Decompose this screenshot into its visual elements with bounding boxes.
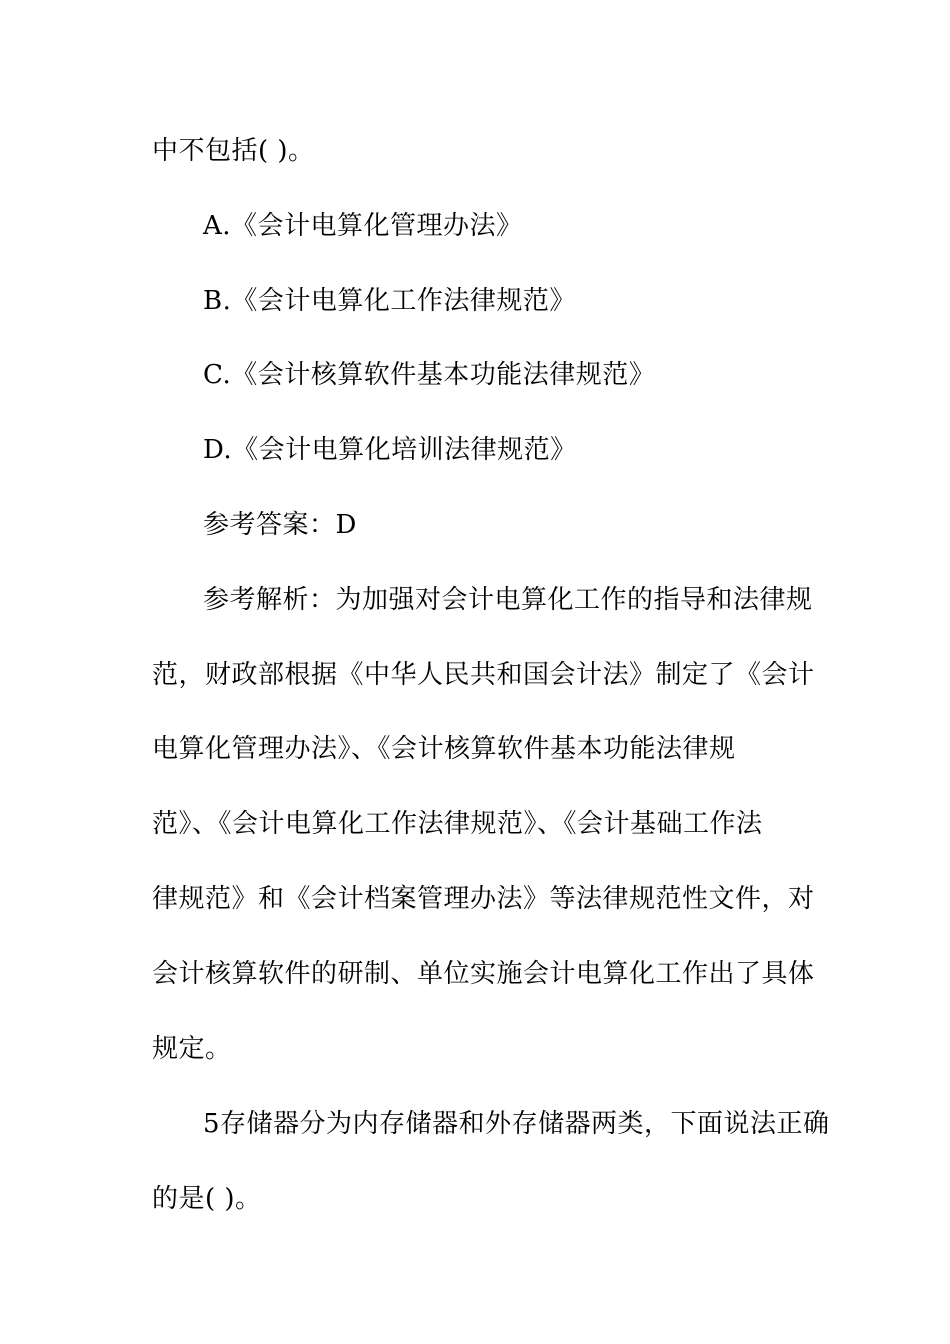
- question-4-stem-tail: 中不包括( )。: [152, 136, 315, 166]
- analysis-line: 会计核算软件的研制、单位实施会计电算化工作出了具体: [152, 959, 815, 989]
- option-a: A.《会计电算化管理办法》: [203, 211, 523, 241]
- analysis-line: 电算化管理办法》、《会计核算软件基本功能法律规: [152, 734, 736, 764]
- option-c: C.《会计核算软件基本功能法律规范》: [203, 360, 656, 390]
- analysis-line: 范，财政部根据《中华人民共和国会计法》制定了《会计: [152, 660, 815, 690]
- reference-answer: 参考答案：D: [203, 510, 357, 540]
- question-5-stem: 5存储器分为内存储器和外存储器两类，下面说法正确: [203, 1109, 830, 1139]
- analysis-line: 律规范》和《会计档案管理办法》等法律规范性文件，对: [152, 884, 815, 914]
- analysis-line: 规定。: [152, 1034, 232, 1064]
- analysis-line: 范》、《会计电算化工作法律规范》、《会计基础工作法: [152, 809, 763, 839]
- question-5-stem: 的是( )。: [152, 1184, 262, 1214]
- analysis-line: 参考解析：为加强对会计电算化工作的指导和法律规: [203, 585, 813, 615]
- option-b: B.《会计电算化工作法律规范》: [203, 286, 576, 316]
- option-d: D.《会计电算化培训法律规范》: [203, 435, 577, 465]
